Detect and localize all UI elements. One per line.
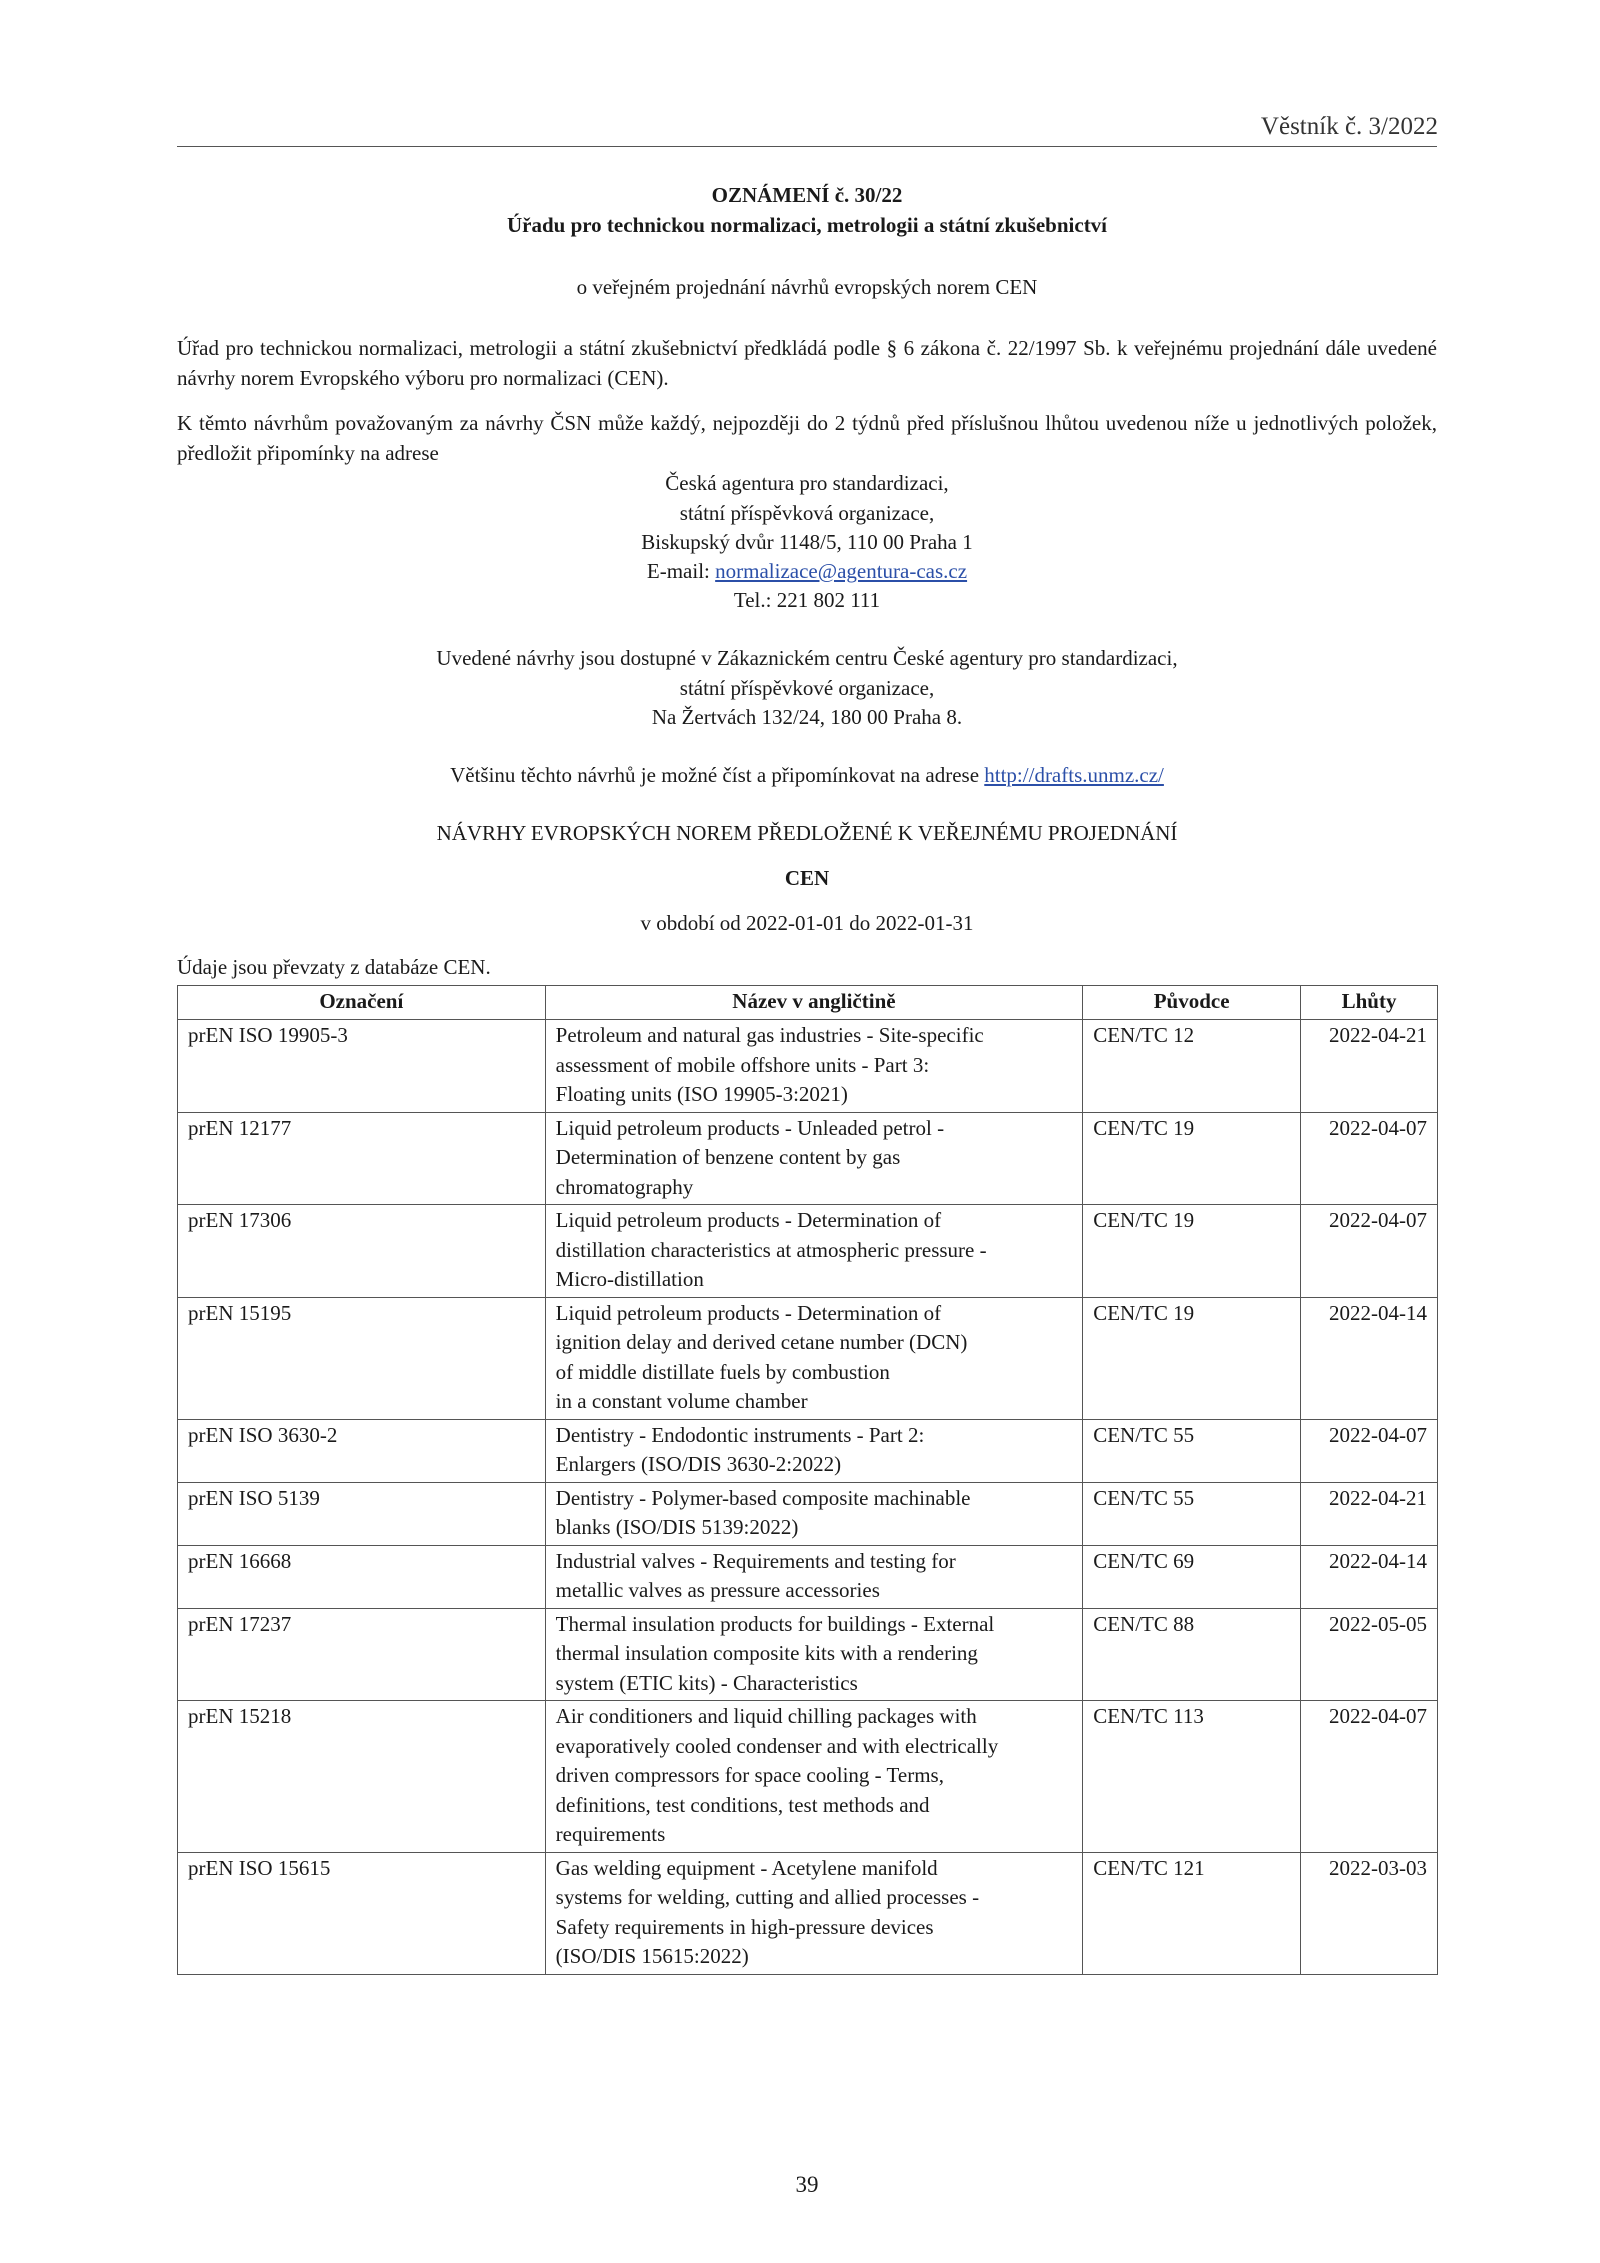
address-line-3: Biskupský dvůr 1148/5, 110 00 Praha 1 (641, 530, 973, 554)
cell-designation: prEN ISO 3630-2 (178, 1419, 546, 1482)
cell-originator: CEN/TC 55 (1083, 1419, 1301, 1482)
title-line: chromatography (555, 1174, 694, 1199)
cell-deadline: 2022-04-14 (1301, 1545, 1438, 1608)
source-note: Údaje jsou převzaty z databáze CEN. (177, 955, 491, 979)
title-line: Industrial valves - Requirements and testing for (555, 1548, 956, 1573)
cell-english-title (545, 1482, 1083, 1545)
notice-subject: o veřejném projednání návrhů evropských norem CEN (576, 275, 1038, 299)
table-row (178, 1482, 1438, 1545)
cell-english-title (545, 1419, 1083, 1482)
cell-designation: prEN ISO 5139 (178, 1482, 546, 1545)
title-line: Floating units (ISO 19905-3:2021) (555, 1082, 848, 1106)
table-row (178, 1608, 1438, 1701)
title-line: Determination of benzene content by gas (555, 1145, 901, 1169)
address-line-1: Česká agentura pro standardizaci, (665, 471, 949, 495)
drafts-link[interactable]: http://drafts.unmz.cz/ (984, 763, 1164, 787)
cell-designation: prEN ISO 15615 (178, 1852, 546, 1974)
cell-deadline: 2022-04-07 (1301, 1112, 1438, 1205)
table-header-row (178, 986, 1438, 1020)
title-line: system (ETIC kits) - Characteristics (555, 1670, 858, 1695)
cell-designation: prEN ISO 19905-3 (178, 1020, 546, 1113)
title-line: distillation characteristics at atmospheric pressure - (555, 1237, 987, 1262)
cell-deadline: 2022-04-07 (1301, 1419, 1438, 1482)
title-line: driven compressors for space cooling - Terms, (555, 1763, 944, 1787)
cell-english-title (545, 1608, 1083, 1701)
cell-originator: CEN/TC 88 (1083, 1608, 1301, 1701)
cell-originator: CEN/TC 69 (1083, 1545, 1301, 1608)
title-line: blanks (ISO/DIS 5139:2022) (555, 1515, 799, 1539)
cell-deadline: 2022-04-21 (1301, 1020, 1438, 1113)
title-line: Safety requirements in high-pressure devices (555, 1914, 934, 1939)
cell-designation: prEN 15218 (178, 1701, 546, 1853)
cell-english-title (545, 1545, 1083, 1608)
cell-designation: prEN 15195 (178, 1297, 546, 1419)
email-link[interactable]: normalizace@agentura-cas.cz (715, 559, 968, 583)
online-text: Většinu těchto návrhů je možné číst a připomínkovat na adrese (450, 763, 985, 787)
address-line-2: státní příspěvková organizace, (679, 501, 935, 525)
title-line: Gas welding equipment - Acetylene manifold (555, 1855, 938, 1880)
title-line: in a constant volume chamber (555, 1389, 808, 1413)
table-row (178, 1701, 1438, 1853)
title-line: Micro-distillation (555, 1267, 704, 1291)
availability-line-3: Na Žertvách 132/24, 180 00 Praha 8. (651, 705, 963, 729)
cell-english-title (545, 1112, 1083, 1205)
cell-deadline: 2022-04-07 (1301, 1701, 1438, 1853)
table-row (178, 1852, 1438, 1974)
phone-line: Tel.: 221 802 111 (733, 588, 881, 612)
title-line: Liquid petroleum products - Determination of (555, 1208, 942, 1232)
norms-table (177, 985, 1438, 1975)
title-line: definitions, test conditions, test methods and (555, 1792, 930, 1817)
cell-deadline: 2022-05-05 (1301, 1608, 1438, 1701)
cell-originator: CEN/TC 12 (1083, 1020, 1301, 1113)
header-designation: Označení (178, 986, 546, 1020)
availability-line-1: Uvedené návrhy jsou dostupné v Zákaznickém centru České agentury pro standardizaci, (436, 646, 1178, 670)
table-row (178, 1545, 1438, 1608)
email-line (177, 556, 1437, 586)
title-line: systems for welding, cutting and allied processes - (555, 1885, 980, 1909)
title-line: Air conditioners and liquid chilling packages with (555, 1704, 977, 1728)
header-deadline: Lhůty (1301, 986, 1438, 1020)
title-line: of middle distillate fuels by combustion (555, 1359, 890, 1384)
notice-issuer: Úřadu pro technickou normalizaci, metrologii a státní zkušebnictví (506, 213, 1108, 237)
title-line: metallic valves as pressure accessories (555, 1578, 880, 1602)
email-label: E-mail: (646, 559, 716, 583)
cell-originator: CEN/TC 113 (1083, 1701, 1301, 1853)
cell-originator: CEN/TC 121 (1083, 1852, 1301, 1974)
title-line: requirements (555, 1822, 666, 1846)
cell-deadline: 2022-04-21 (1301, 1482, 1438, 1545)
cell-english-title (545, 1297, 1083, 1419)
cell-deadline: 2022-04-07 (1301, 1205, 1438, 1298)
cell-english-title (545, 1205, 1083, 1298)
cell-english-title (545, 1701, 1083, 1853)
title-line: Dentistry - Polymer-based composite machinable (555, 1485, 971, 1510)
header-originator: Původce (1083, 986, 1301, 1020)
title-line: assessment of mobile offshore units - Part 3: (555, 1052, 930, 1077)
title-line: thermal insulation composite kits with a rendering (555, 1641, 978, 1665)
title-line: Dentistry - Endodontic instruments - Part 2: (555, 1422, 925, 1447)
page-number: 39 (795, 2172, 819, 2197)
cell-originator: CEN/TC 19 (1083, 1112, 1301, 1205)
section-org: CEN (784, 866, 830, 890)
title-line: Thermal insulation products for buildings - External (555, 1611, 995, 1636)
cell-deadline: 2022-03-03 (1301, 1852, 1438, 1974)
title-line: Enlargers (ISO/DIS 3630-2:2022) (555, 1452, 842, 1476)
cell-originator: CEN/TC 19 (1083, 1297, 1301, 1419)
online-line (177, 760, 1437, 790)
table-row (178, 1020, 1438, 1113)
table-row (178, 1297, 1438, 1419)
intro-paragraph-1: Úřad pro technickou normalizaci, metrologii a státní zkušebnictví předkládá podle § 6 zákona č. 22/1997 Sb. k veřejnému projednání dále uvedené návrhy norem Evropského výboru pro normalizaci (CEN). (177, 336, 1437, 390)
table-body (178, 1020, 1438, 1975)
table-row (178, 1112, 1438, 1205)
title-line: Liquid petroleum products - Unleaded petrol - (555, 1115, 945, 1140)
header-rule (177, 146, 1437, 147)
cell-originator: CEN/TC 55 (1083, 1482, 1301, 1545)
cell-designation: prEN 12177 (178, 1112, 546, 1205)
cell-deadline: 2022-04-14 (1301, 1297, 1438, 1419)
notice-number: OZNÁMENÍ č. 30/22 (711, 183, 903, 207)
table-row (178, 1205, 1438, 1298)
title-line: evaporatively cooled condenser and with electrically (555, 1733, 999, 1758)
availability-line-2: státní příspěvkové organizace, (679, 676, 935, 700)
cell-english-title (545, 1020, 1083, 1113)
cell-originator: CEN/TC 19 (1083, 1205, 1301, 1298)
cell-designation: prEN 16668 (178, 1545, 546, 1608)
intro-paragraph-2: K těmto návrhům považovaným za návrhy ČSN může každý, nejpozději do 2 týdnů před příslušnou lhůtou uvedenou níže u jednotlivých položek, předložit připomínky na adrese (177, 411, 1437, 465)
title-line: ignition delay and derived cetane number (DCN) (555, 1330, 968, 1354)
title-line: Liquid petroleum products - Determination of (555, 1300, 942, 1325)
cell-designation: prEN 17237 (178, 1608, 546, 1701)
section-title: NÁVRHY EVROPSKÝCH NOREM PŘEDLOŽENÉ K VEŘEJNÉMU PROJEDNÁNÍ (436, 821, 1178, 845)
cell-english-title (545, 1852, 1083, 1974)
cell-designation: prEN 17306 (178, 1205, 546, 1298)
title-line: Petroleum and natural gas industries - Site-specific (555, 1023, 984, 1047)
section-period: v období od 2022-01-01 do 2022-01-31 (640, 911, 974, 935)
table-row (178, 1419, 1438, 1482)
running-header: Věstník č. 3/2022 (1260, 113, 1438, 140)
header-english-title: Název v angličtině (545, 986, 1083, 1020)
title-line: (ISO/DIS 15615:2022) (555, 1944, 749, 1968)
